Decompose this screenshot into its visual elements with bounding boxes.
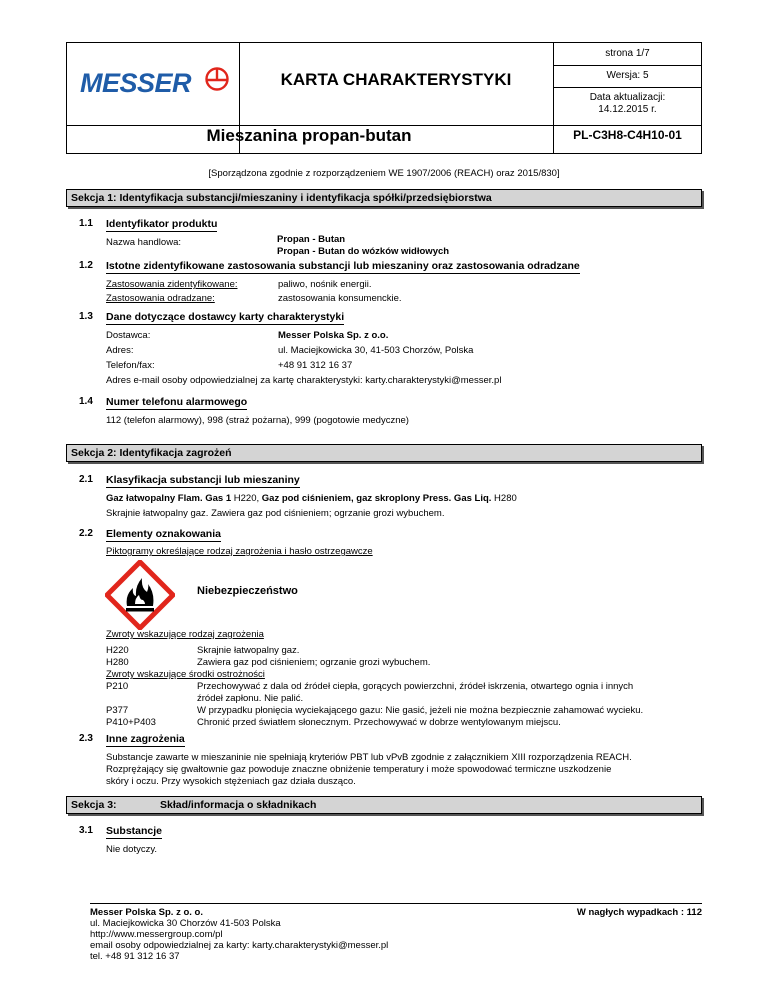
flammable-pictogram-icon xyxy=(105,560,175,630)
classification-h280: H280 xyxy=(491,493,517,504)
address-label: Adres: xyxy=(106,345,134,356)
regulation-note: [Sporządzona zgodnie z rozporządzeniem WE 1907/2006 (REACH) oraz 2015/830] xyxy=(208,168,560,179)
precaution-text: źródeł zapłonu. Nie palić. xyxy=(197,693,304,704)
subsection-title: Klasyfikacja substancji lub mieszaniny xyxy=(106,474,300,486)
subsection-number: 3.1 xyxy=(79,825,93,836)
title-underline xyxy=(106,746,185,747)
phone-label: Telefon/fax: xyxy=(106,360,155,371)
precaution-code: P410+P403 xyxy=(106,717,156,728)
subsection-title: Elementy oznakowania xyxy=(106,528,221,540)
subsection-title: Substancje xyxy=(106,825,163,837)
hazard-text: Zawiera gaz pod ciśnieniem; ogrzanie grozi wybuchem. xyxy=(197,657,431,668)
subsection-number: 2.2 xyxy=(79,528,93,539)
update-date: 14.12.2015 r. xyxy=(598,104,657,115)
section-3-title: Skład/informacja o składnikach xyxy=(160,799,317,811)
identified-uses-label: Zastosowania zidentyfikowane: xyxy=(106,279,238,290)
footer-address: ul. Maciejkowicka 30 Chorzów 41-503 Polska xyxy=(90,918,281,929)
supplier-label: Dostawca: xyxy=(106,330,151,341)
trade-name-label: Nazwa handlowa: xyxy=(106,237,181,248)
section-3-label: Sekcja 3: xyxy=(71,799,117,811)
footer-url[interactable]: http://www.messergroup.com/pl xyxy=(90,929,223,940)
hazard-code: H280 xyxy=(106,657,129,668)
title-underline xyxy=(106,541,221,542)
other-hazards-line: skóry i oczu. Przy wysokich stężeniach gaz działa dusząco. xyxy=(106,776,356,787)
subsection-number: 1.4 xyxy=(79,396,93,407)
pictogram-label: Piktogramy określające rodzaj zagrożenia i hasło ostrzegawcze xyxy=(106,546,373,557)
section-2-header xyxy=(66,444,702,462)
precaution-text: Przechowywać z dala od źródeł ciepła, gorących powierzchni, źródeł iskrzenia, otwartego ognia i innych xyxy=(197,681,634,692)
emergency-numbers: 112 (telefon alarmowy), 998 (straż pożarna), 999 (pogotowie medyczne) xyxy=(106,415,409,426)
subsection-title: Numer telefonu alarmowego xyxy=(106,396,248,408)
classification-description: Skrajnie łatwopalny gaz. Zawiera gaz pod ciśnieniem; ogrzanie grozi wybuchem. xyxy=(106,508,445,519)
version-label: Wersja: 5 xyxy=(606,70,649,81)
messer-logo xyxy=(80,66,228,96)
section-2-title: Sekcja 2: Identyfikacja zagrożeń xyxy=(71,447,232,459)
section-1-header xyxy=(66,189,702,207)
page-number: strona 1/7 xyxy=(605,48,650,59)
subsection-title: Istotne zidentyfikowane zastosowania substancji lub mieszaniny oraz zastosowania odradzane xyxy=(106,260,580,272)
title-underline xyxy=(106,487,300,488)
title-underline xyxy=(106,231,217,232)
title-underline xyxy=(106,409,247,410)
precautionary-label: Zwroty wskazujące środki ostrożności xyxy=(106,669,265,680)
precaution-code: P377 xyxy=(106,705,129,716)
address-value: ul. Maciejkowicka 30, 41-503 Chorzów, Polska xyxy=(278,345,474,356)
trade-name-2: Propan - Butan do wózków widłowych xyxy=(277,246,450,257)
phone-value: +48 91 312 16 37 xyxy=(278,360,353,371)
supplier-value: Messer Polska Sp. z o.o. xyxy=(278,330,389,341)
subsection-number: 1.1 xyxy=(79,218,93,229)
precaution-code: P210 xyxy=(106,681,129,692)
hazard-text: Skrajnie łatwopalny gaz. xyxy=(197,645,300,656)
title-underline xyxy=(106,838,162,839)
footer-emergency: W nagłych wypadkach : 112 xyxy=(576,907,702,918)
other-hazards-line: Substancje zawarte w mieszaninie nie spełniają kryteriów PBT lub vPvB zgodnie z załącznikiem XIII rozporządzenia REACH. xyxy=(106,752,632,763)
subsection-title: Dane dotyczące dostawcy karty charakterystyki xyxy=(106,311,345,323)
signal-word: Niebezpieczeństwo xyxy=(197,585,298,597)
section-3-header xyxy=(66,796,702,814)
other-hazards-line: Rozprężający się gwałtownie gaz powoduje znaczne obniżenie temperatury i może spowodować termiczne uszkodzenie xyxy=(106,764,612,775)
title-underline xyxy=(106,324,344,325)
footer-company: Messer Polska Sp. z o. o. xyxy=(90,907,203,918)
subsection-title: Identyfikator produktu xyxy=(106,218,218,230)
responsible-email: Adres e-mail osoby odpowiedzialnej za kartę charakterystyki: karty.charakterystyki@messer.pl xyxy=(106,375,502,386)
classification-press: Gaz pod ciśnieniem, gaz skroplony Press. Gas Liq. xyxy=(261,493,492,504)
classification-flam: Gaz łatwopalny Flam. Gas 1 xyxy=(106,493,232,504)
precaution-text: Chronić przed światłem słonecznym. Przechowywać w dobrze wentylowanym miejscu. xyxy=(197,717,561,728)
hazard-statements-label: Zwroty wskazujące rodzaj zagrożenia xyxy=(106,629,264,640)
update-label: Data aktualizacji: xyxy=(589,92,666,103)
title-underline xyxy=(106,273,580,274)
advised-against-label: Zastosowania odradzane: xyxy=(106,293,215,304)
logo-wordmark: MESSER xyxy=(80,68,192,98)
product-title: Mieszanina propan-butan xyxy=(206,126,412,145)
trade-name-1: Propan - Butan xyxy=(277,234,346,245)
footer-phone: tel. +48 91 312 16 37 xyxy=(90,951,180,962)
document-title: KARTA CHARAKTERYSTYKI xyxy=(280,70,512,89)
footer-divider xyxy=(90,903,702,904)
substances-note: Nie dotyczy. xyxy=(106,844,158,855)
subsection-number: 2.1 xyxy=(79,474,93,485)
footer-email: email osoby odpowiedzialnej za karty: karty.charakterystyki@messer.pl xyxy=(90,940,389,951)
subsection-number: 2.3 xyxy=(79,733,93,744)
subsection-number: 1.2 xyxy=(79,260,93,271)
messer-emblem-icon xyxy=(204,66,230,92)
precaution-text: W przypadku płonięcia wyciekającego gazu: Nie gasić, jeżeli nie można bezpiecznie zahamować wycieku. xyxy=(197,705,644,716)
classification-line xyxy=(106,493,517,505)
subsection-number: 1.3 xyxy=(79,311,93,322)
document-code: PL-C3H8-C4H10-01 xyxy=(573,128,682,142)
subsection-title: Inne zagrożenia xyxy=(106,733,185,745)
classification-h220: H220, xyxy=(231,493,262,504)
hazard-code: H220 xyxy=(106,645,129,656)
advised-against-value: zastosowania konsumenckie. xyxy=(278,293,402,304)
identified-uses-value: paliwo, nośnik energii. xyxy=(278,279,372,290)
section-1-title: Sekcja 1: Identyfikacja substancji/mieszaniny i identyfikacja spółki/przedsiębiorstwa xyxy=(71,192,492,204)
